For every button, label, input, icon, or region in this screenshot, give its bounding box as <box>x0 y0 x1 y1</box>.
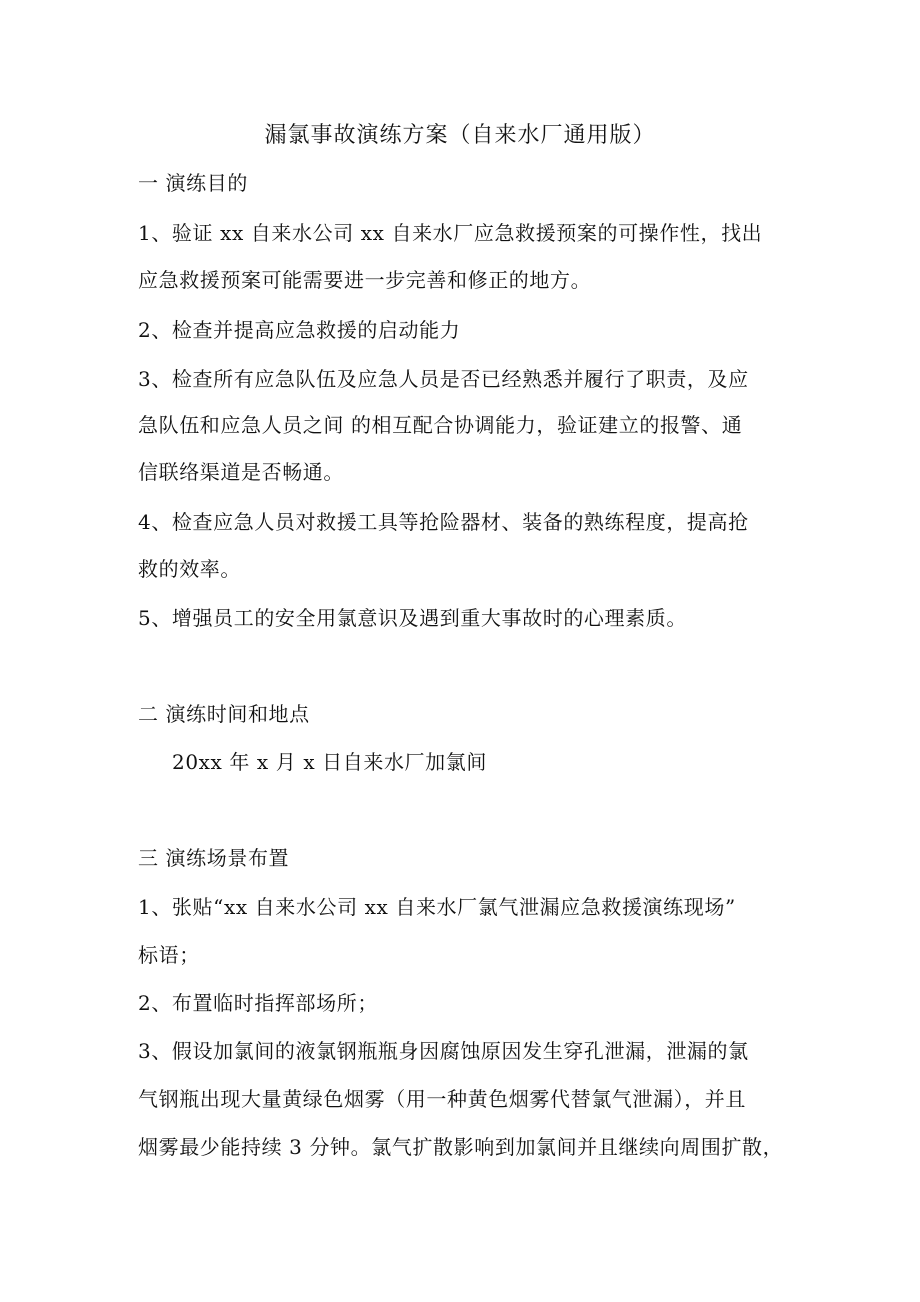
section-1-item-4-line-2: 救的效率。 <box>138 557 241 581</box>
section-3-heading: 三 演练场景布置 <box>138 846 290 870</box>
section-1-item-3-line-3: 信联络渠道是否畅通。 <box>138 460 344 484</box>
section-3-item-3-line-1: 3、假设加氯间的液氯钢瓶瓶身因腐蚀原因发生穿孔泄漏，泄漏的氯 <box>138 1039 749 1063</box>
section-1-item-5: 5、增强员工的安全用氯意识及遇到重大事故时的心理素质。 <box>138 606 687 630</box>
section-2-heading: 二 演练时间和地点 <box>138 702 310 726</box>
section-3-item-2: 2、布置临时指挥部场所； <box>138 991 378 1015</box>
section-3-item-1-line-2: 标语； <box>138 943 200 967</box>
section-1-item-2: 2、检查并提高应急救援的启动能力 <box>138 318 461 342</box>
section-1-item-1-line-1: 1、验证 xx 自来水公司 xx 自来水厂应急救援预案的可操作性，找出 <box>138 221 763 245</box>
document-title: 漏氯事故演练方案（自来水厂通用版） <box>264 123 656 148</box>
section-2-detail: 20xx 年 x 月 x 日自来水厂加氯间 <box>172 750 487 774</box>
section-1-heading: 一 演练目的 <box>138 171 248 195</box>
section-3-item-1-line-1: 1、张贴“xx 自来水公司 xx 自来水厂氯气泄漏应急救援演练现场” <box>138 895 736 919</box>
section-1-item-1-line-2: 应急救援预案可能需要进一步完善和修正的地方。 <box>138 268 592 292</box>
section-1-item-3-line-1: 3、检查所有应急队伍及应急人员是否已经熟悉并履行了职责，及应 <box>138 367 749 391</box>
section-3-item-3-line-2: 气钢瓶出现大量黄绿色烟雾（用一种黄色烟雾代替氯气泄漏），并且 <box>138 1087 746 1111</box>
section-1-item-3-line-2: 急队伍和应急人员之间 的相互配合协调能力，验证建立的报警、通 <box>138 413 743 437</box>
section-1-item-4-line-1: 4、检查应急人员对救援工具等抢险器材、装备的熟练程度，提高抢 <box>138 510 749 534</box>
section-3-item-3-line-3: 烟雾最少能持续 3 分钟。氯气扩散影响到加氯间并且继续向周围扩散， <box>138 1135 784 1159</box>
